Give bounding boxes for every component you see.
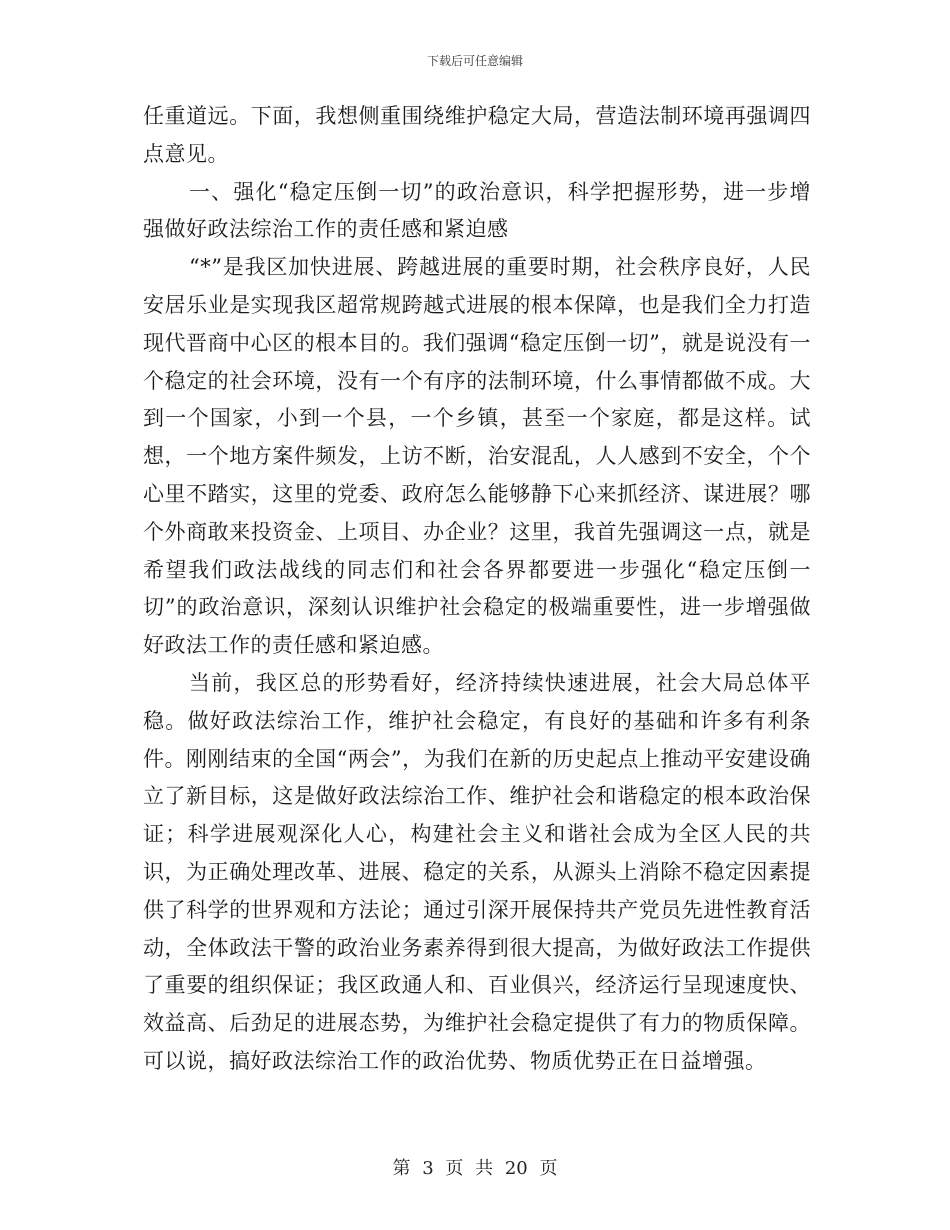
section-heading: 一、强化“稳定压倒一切”的政治意识，科学把握形势，进一步增强做好政法综治工作的责任感和紧迫感	[143, 179, 811, 242]
page-number: 第 3 页 共 20 页	[392, 1158, 558, 1179]
page-header-note: 下载后可任意编辑	[426, 54, 523, 68]
paragraph: “*”是我区加快进展、跨越进展的重要时期，社会秩序良好，人民安居乐业是实现我区超常规跨越式进展的根本保障，也是我们全力打造现代晋商中心区的根本目的。我们强调“稳定压倒一切”，就是说没有一个稳定的社会环境，没有一个有序的法制环境，什么事情都做不成。大到一个国家，小到一个县，一个乡镇，甚至一个家庭，都是这样。试想，一个地方案件频发，上访不断，治安混乱，人人感到不安全，个个心里不踏实，这里的党委、政府怎么能够静下心来抓经济、谋进展？哪个外商敢来投资金、上项目、办企业？这里，我首先强调这一点，就是希望我们政法战线的同志们和社会各界都要进一步强化“稳定压倒一切”的政治意识，深刻认识维护社会稳定的极端重要性，进一步增强做好政法工作的责任感和紧迫感。	[143, 255, 811, 658]
paragraph: 当前，我区总的形势看好，经济持续快速进展，社会大局总体平稳。做好政法综治工作，维护社会稳定，有良好的基础和许多有利条件。刚刚结束的全国“两会”，为我们在新的历史起点上推动平安建设确立了新目标，这是做好政法综治工作、维护社会和谐稳定的根本政治保证；科学进展观深化人心，构建社会主义和谐社会成为全区人民的共识，为正确处理改革、进展、稳定的关系，从源头上消除不稳定因素提供了科学的世界观和方法论；通过引深开展保持共产党员先进性教育活动，全体政法干警的政治业务素养得到很大提高，为做好政法工作提供了重要的组织保证；我区政通人和、百业俱兴，经济运行呈现速度快、效益高、后劲足的进展态势，为维护社会稳定提供了有力的物质保障。可以说，搞好政法综治工作的政治优势、物质优势正在日益增强。	[143, 670, 811, 1073]
paragraph-continuation: 任重道远。下面，我想侧重围绕维护稳定大局，营造法制环境再强调四点意见。	[143, 104, 811, 166]
document-body	[143, 98, 811, 1081]
